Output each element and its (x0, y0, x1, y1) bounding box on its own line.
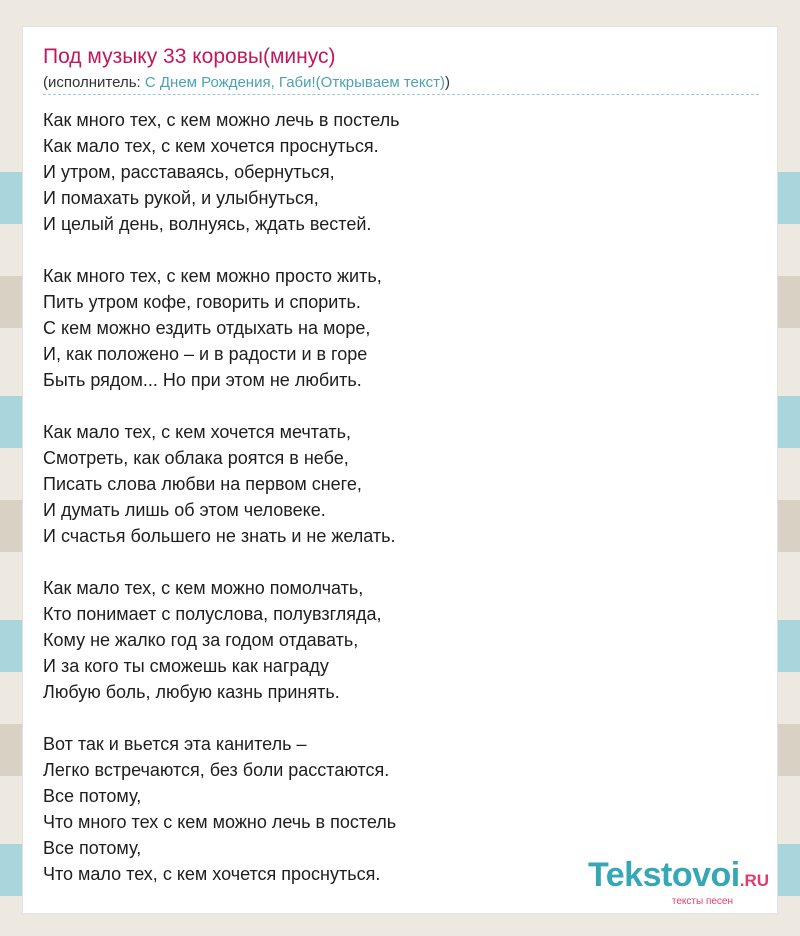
logo-tld: .RU (739, 871, 769, 890)
lyrics-line: Как мало тех, с кем можно помолчать, (43, 578, 364, 598)
lyrics-line: Все потому, (43, 838, 142, 858)
lyrics-line: И целый день, волнуясь, ждать вестей. (43, 214, 372, 234)
lyrics-line: Все потому, (43, 786, 142, 806)
lyrics-stanza (43, 575, 759, 705)
lyrics-line: Как мало тех, с кем хочется мечтать, (43, 422, 352, 442)
lyrics-line: И счастья большего не знать и не желать. (43, 526, 396, 546)
lyrics-line: И за кого ты сможешь как награду (43, 656, 329, 676)
lyrics-line: И думать лишь об этом человеке. (43, 500, 326, 520)
lyrics-line: Как много тех, с кем можно просто жить, (43, 266, 382, 286)
lyrics-line: Вот так и вьется эта канитель – (43, 734, 307, 754)
lyrics-line: Любую боль, любую казнь принять. (43, 682, 340, 702)
performer-suffix: ) (445, 74, 450, 91)
lyrics-line: Что мало тех, с кем хочется проснуться. (43, 864, 381, 884)
lyrics-stanza (43, 419, 759, 549)
lyrics-line: Пить утром кофе, говорить и спорить. (43, 292, 361, 312)
dashed-divider (43, 94, 759, 95)
lyrics-stanza (43, 263, 759, 393)
lyrics-line: Как мало тех, с кем хочется проснуться. (43, 136, 379, 156)
lyrics-line: Как много тех, с кем можно лечь в постель (43, 110, 400, 130)
lyrics-stanza (43, 107, 759, 237)
lyrics-line: Смотреть, как облака роятся в небе, (43, 448, 349, 468)
performer-line (43, 74, 450, 91)
lyrics-card (22, 26, 778, 914)
logo-wordmark (588, 858, 769, 898)
lyrics-line: Легко встречаются, без боли расстаются. (43, 760, 390, 780)
site-logo[interactable] (588, 858, 769, 907)
lyrics-line: И, как положено – и в радости и в горе (43, 344, 368, 364)
performer-prefix: (исполнитель: (43, 74, 145, 91)
lyrics-text (43, 107, 759, 913)
lyrics-line: И помахать рукой, и улыбнуться, (43, 188, 319, 208)
lyrics-line: С кем можно ездить отдыхать на море, (43, 318, 371, 338)
logo-tagline: тексты песен (671, 896, 733, 907)
lyrics-line: Кто понимает с полуслова, полувзгляда, (43, 604, 382, 624)
lyrics-line: И утром, расставаясь, обернуться, (43, 162, 335, 182)
logo-name: Tekstovoi (588, 856, 740, 894)
lyrics-line: Кому не жалко год за годом отдавать, (43, 630, 359, 650)
performer-link[interactable]: С Днем Рождения, Габи!(Открываем текст) (144, 74, 445, 91)
lyrics-line: Быть рядом... Но при этом не любить. (43, 370, 362, 390)
song-title: Под музыку 33 коровы(минус) (43, 45, 336, 68)
lyrics-line: Что много тех с кем можно лечь в постель (43, 812, 397, 832)
lyrics-line: Писать слова любви на первом снеге, (43, 474, 362, 494)
